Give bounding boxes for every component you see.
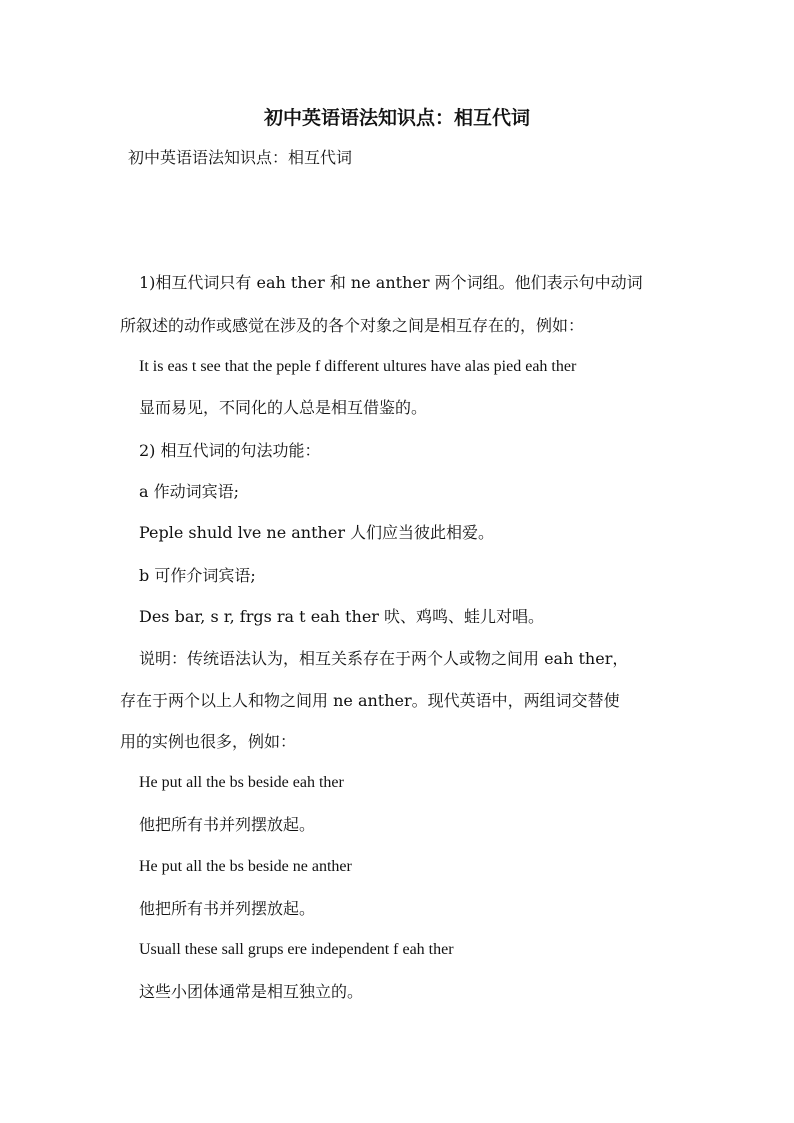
example-translation: 他把所有书并列摆放起。 — [139, 815, 316, 834]
paragraph-line: 所叙述的动作或感觉在涉及的各个对象之间是相互存在的，例如： — [120, 316, 585, 335]
paragraph-line: 1)相互代词只有 eah ther 和 ne anther 两个词组。他们表示句中动词 — [139, 273, 643, 292]
list-item: a 作动词宾语; — [139, 482, 240, 501]
explanation-line: 用的实例也很多，例如： — [120, 732, 297, 751]
example-sentence: Des bar, s r, frgs ra t eah ther 吠、鸡鸣、蛙儿对唱。 — [139, 607, 545, 626]
example-sentence: Peple shuld lve ne anther 人们应当彼此相爱。 — [139, 523, 495, 542]
example-translation: 显而易见，不同化的人总是相互借鉴的。 — [139, 398, 428, 417]
section-heading: 2) 相互代词的句法功能： — [139, 441, 321, 460]
explanation-line: 说明：传统语法认为，相互关系存在于两个人或物之间用 eah ther， — [139, 649, 629, 668]
list-item: b 可作介词宾语; — [139, 566, 256, 585]
document-title: 初中英语语法知识点：相互代词 — [263, 107, 530, 129]
explanation-line: 存在于两个以上人和物之间用 ne anther。现代英语中，两组词交替使 — [120, 691, 620, 710]
example-sentence: He put all the bs beside ne anther — [139, 858, 352, 875]
example-translation: 他把所有书并列摆放起。 — [139, 899, 316, 918]
example-sentence: He put all the bs beside eah ther — [139, 774, 344, 791]
example-sentence: Usuall these sall grups ere independent f eah ther — [139, 941, 454, 958]
document-subtitle: 初中英语语法知识点：相互代词 — [128, 148, 353, 167]
example-translation: 这些小团体通常是相互独立的。 — [139, 982, 364, 1001]
example-sentence: It is eas t see that the peple f different ultures have alas pied eah ther — [139, 358, 577, 375]
